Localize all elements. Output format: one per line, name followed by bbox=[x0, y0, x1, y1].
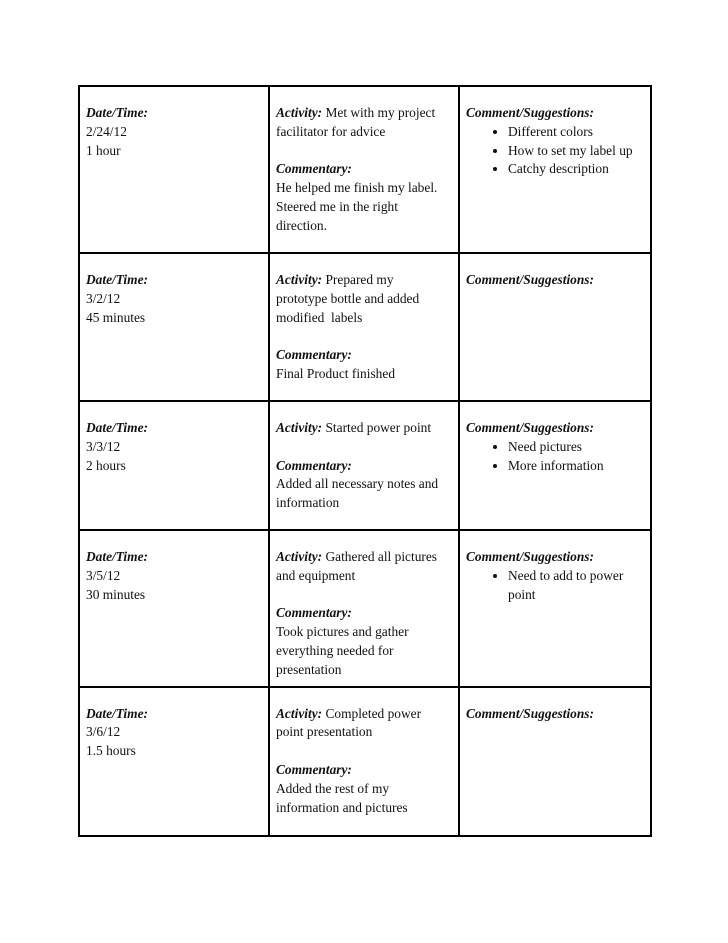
activity-text: point presentation bbox=[276, 724, 373, 740]
activity-label: Activity: bbox=[276, 705, 323, 721]
table-row bbox=[79, 86, 651, 253]
activity-cell bbox=[269, 86, 459, 253]
suggestion-list bbox=[466, 567, 644, 605]
comments-cell bbox=[459, 530, 651, 687]
comments-label: Comment/Suggestions: bbox=[466, 420, 594, 435]
activity-text: Started power point bbox=[325, 420, 432, 435]
activity-cell bbox=[269, 253, 459, 401]
duration-value: 2 hours bbox=[86, 457, 126, 473]
duration-value: 30 minutes bbox=[86, 586, 146, 602]
commentary-label: Commentary: bbox=[276, 457, 352, 473]
suggestion-item: • Need pictures bbox=[508, 438, 644, 457]
table-row bbox=[79, 687, 651, 836]
activity-label: Activity: bbox=[276, 272, 323, 287]
activity-cell bbox=[269, 687, 459, 836]
activity-text: modified labels bbox=[276, 309, 363, 325]
date-time-label: Date/Time: bbox=[86, 705, 148, 721]
commentary-text: Steered me in the right bbox=[276, 198, 398, 214]
activity-text: facilitator for advice bbox=[276, 123, 386, 139]
date-time-label: Date/Time: bbox=[86, 105, 148, 120]
date-time-cell bbox=[79, 401, 269, 530]
duration-value: 1 hour bbox=[86, 142, 121, 158]
activity-text: Completed power bbox=[325, 705, 422, 721]
duration-value: 1.5 hours bbox=[86, 743, 136, 759]
table-row bbox=[79, 401, 651, 530]
comments-cell bbox=[459, 401, 651, 530]
activity-text: Met with my project bbox=[325, 105, 436, 120]
date-value: 3/6/12 bbox=[86, 724, 121, 740]
date-value: 2/24/12 bbox=[86, 123, 127, 139]
activity-cell bbox=[269, 401, 459, 530]
comments-cell bbox=[459, 86, 651, 253]
date-time-cell bbox=[79, 530, 269, 687]
comments-label: Comment/Suggestions: bbox=[466, 105, 594, 120]
activity-text: and equipment bbox=[276, 567, 356, 583]
commentary-text: Took pictures and gather bbox=[276, 624, 409, 640]
suggestion-list bbox=[466, 438, 644, 476]
date-value: 3/2/12 bbox=[86, 290, 121, 306]
activity-cell bbox=[269, 530, 459, 687]
comments-label: Comment/Suggestions: bbox=[466, 272, 594, 287]
suggestion-list bbox=[466, 123, 644, 179]
commentary-text: presentation bbox=[276, 661, 342, 677]
comments-cell bbox=[459, 253, 651, 401]
activity-label: Activity: bbox=[276, 420, 323, 435]
date-time-label: Date/Time: bbox=[86, 272, 148, 287]
date-time-label: Date/Time: bbox=[86, 420, 148, 435]
commentary-text: He helped me finish my label. bbox=[276, 180, 438, 196]
commentary-text: Added the rest of my bbox=[276, 780, 390, 796]
activity-label: Activity: bbox=[276, 549, 323, 564]
date-time-cell bbox=[79, 687, 269, 836]
project-log-table bbox=[78, 85, 652, 837]
commentary-text: direction. bbox=[276, 217, 327, 233]
suggestion-item: • Different colors bbox=[508, 123, 644, 142]
date-time-label: Date/Time: bbox=[86, 549, 148, 564]
table-row bbox=[79, 253, 651, 401]
commentary-label: Commentary: bbox=[276, 161, 352, 177]
activity-text: Gathered all pictures bbox=[325, 549, 438, 564]
comments-label: Comment/Suggestions: bbox=[466, 705, 594, 721]
date-time-cell bbox=[79, 86, 269, 253]
suggestion-item: • How to set my label up bbox=[508, 142, 644, 161]
date-value: 3/5/12 bbox=[86, 567, 121, 583]
commentary-text: information and pictures bbox=[276, 799, 408, 815]
activity-text: Prepared my bbox=[325, 272, 394, 287]
commentary-text: everything needed for bbox=[276, 642, 394, 658]
commentary-text: information bbox=[276, 495, 340, 511]
activity-label: Activity: bbox=[276, 105, 323, 120]
commentary-text: Final Product finished bbox=[276, 365, 396, 381]
date-time-cell bbox=[79, 253, 269, 401]
date-value: 3/3/12 bbox=[86, 438, 121, 454]
comments-label: Comment/Suggestions: bbox=[466, 549, 594, 564]
duration-value: 45 minutes bbox=[86, 309, 146, 325]
suggestion-item: • Catchy description bbox=[508, 160, 644, 179]
suggestion-item: • More information bbox=[508, 457, 644, 476]
comments-cell bbox=[459, 687, 651, 836]
commentary-label: Commentary: bbox=[276, 605, 352, 621]
commentary-label: Commentary: bbox=[276, 761, 352, 777]
commentary-text: Added all necessary notes and bbox=[276, 476, 439, 492]
activity-text: prototype bottle and added bbox=[276, 290, 420, 306]
table-row bbox=[79, 530, 651, 687]
suggestion-item: • Need to add to power point bbox=[508, 567, 644, 605]
commentary-label: Commentary: bbox=[276, 347, 352, 363]
